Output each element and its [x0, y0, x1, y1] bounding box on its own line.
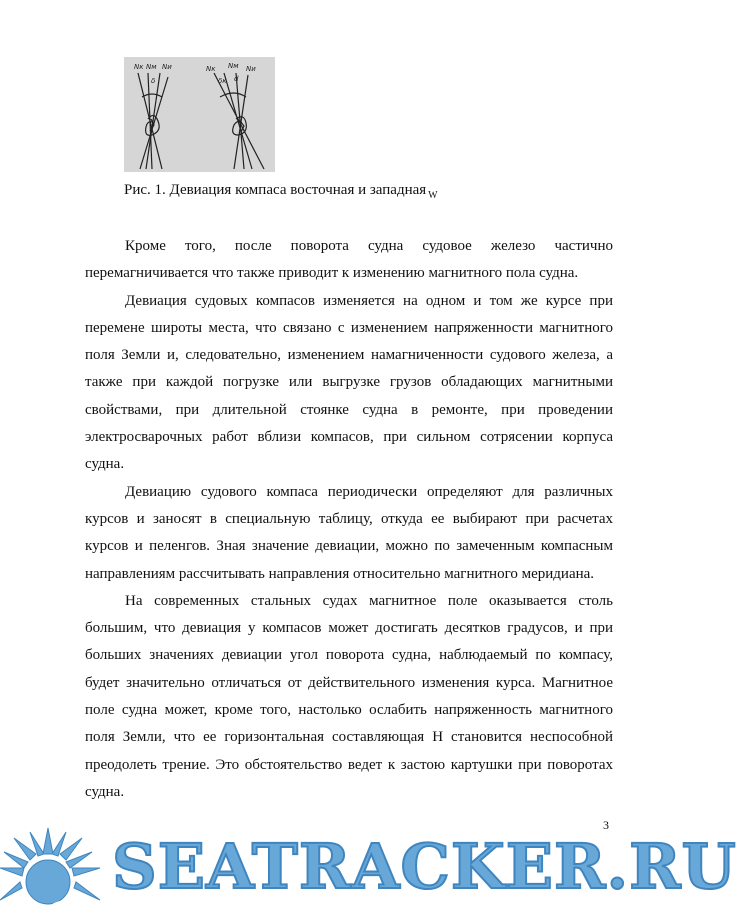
- figure-label-right-ni: Nи: [246, 65, 256, 73]
- document-body: [85, 233, 613, 806]
- watermark-text: SEATRACKER.RU: [112, 830, 737, 903]
- figure-label-left-nm: Nм: [146, 63, 157, 71]
- figure-caption-subscript: W: [428, 190, 438, 201]
- figure-label-right-delta-k: δк: [218, 77, 227, 85]
- paragraph-1: Кроме того, после поворота судна судовое железо частично перемагничивается что также приводит к изменению магнитного пола судна.: [85, 238, 613, 282]
- compass-deviation-diagram: [124, 57, 275, 172]
- figure-caption-text: Рис. 1. Девиация компаса восточная и западная: [124, 182, 427, 198]
- sun-logo-icon: [0, 826, 104, 921]
- paragraph-2: Девиация судовых компасов изменяется на одном и том же курсе при перемене широты места, что связано с изменением напряженности магнитного поля Земли и, следовательно, изменением намагниченности судового железа, а также при каждой погрузке или выгрузке грузов обладающих магнитными свойствами, при длительной стоянке судна в ремонте, при проведении электросварочных работ вблизи компасов, при сильном сотрясении корпуса судна.: [85, 292, 613, 473]
- figure-label-left-nk: Nк: [134, 63, 144, 71]
- figure-label-right-nk: Nк: [206, 65, 216, 73]
- paragraph-4: На современных стальных судах магнитное поле оказывается столь большим, что девиация у компасов может достигать десятков градусов, и при больших значениях девиации угол поворота судна, наблюдаемый по компасу, будет значительно отличаться от действительного изменения курса. Магнитное поле судна может, кроме того, настолько ослабить напряженность магнитного поля Земли, что ее горизонтальная составляющая Н становится неспособной преодолеть трение. Это обстоятельство ведет к застою картушки при поворотах судна.: [85, 592, 613, 800]
- deviation-figure-image: [124, 57, 275, 172]
- paragraph-3: Девиацию судового компаса периодически определяют для различных курсов и заносят в специальную таблицу, откуда ее выбирают при расчетах курсов и пеленгов. Зная значение девиации, можно по замеченным компасным направлениям рассчитывать направления относительно магнитного меридиана.: [85, 483, 613, 582]
- figure-label-left-delta: δ: [151, 77, 156, 85]
- figure-caption: [124, 182, 438, 201]
- page-number: 3: [603, 818, 609, 832]
- figure-label-right-nm: Nм: [228, 62, 239, 70]
- figure-label-left-ni: Nи: [162, 63, 172, 71]
- figure-label-right-d: d: [234, 75, 239, 83]
- seatracker-watermark: [0, 818, 737, 919]
